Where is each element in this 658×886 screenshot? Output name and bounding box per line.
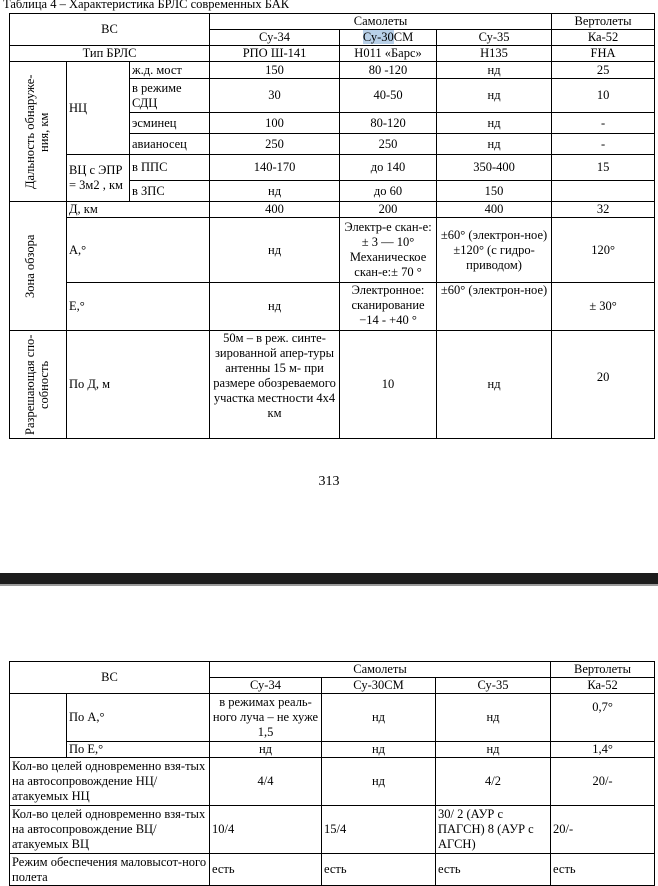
su30sm-header bbox=[340, 30, 437, 46]
cell: 4/4 bbox=[210, 758, 322, 806]
cell: 1,4° bbox=[551, 742, 655, 758]
cell: нд bbox=[210, 218, 340, 283]
cell: 10/4 bbox=[210, 806, 322, 854]
cell: 30 bbox=[210, 79, 340, 113]
cell: 4/2 bbox=[436, 758, 551, 806]
cell: нд bbox=[210, 742, 322, 758]
cell: нд bbox=[322, 742, 436, 758]
cell: 200 bbox=[340, 202, 437, 218]
po-a-label: По А,° bbox=[67, 694, 210, 742]
cell: 400 bbox=[210, 202, 340, 218]
cell: 250 bbox=[210, 134, 340, 155]
cell: 250 bbox=[340, 134, 437, 155]
cell: 50м – в реж. синте-зированной апер-туры антенны 15 м- при размере обозреваемого участка местности 4х4 км bbox=[210, 331, 340, 439]
cell: 120° bbox=[552, 218, 655, 283]
cell: есть bbox=[210, 854, 322, 886]
cell: - bbox=[552, 113, 655, 134]
tip-brls-label: Тип БРЛС bbox=[10, 46, 210, 62]
cell: 30/ 2 (АУР с ПАГСН) 8 (АУР с АГСН) bbox=[436, 806, 551, 854]
cell: до 140 bbox=[340, 155, 437, 181]
samolety-header: Самолеты bbox=[210, 662, 551, 678]
cell: 150 bbox=[210, 62, 340, 79]
cell: нд bbox=[437, 79, 552, 113]
low-alt-label: Режим обеспечения маловысот-ного полета bbox=[10, 854, 210, 886]
cell: 150 bbox=[437, 181, 552, 202]
table-caption: Таблица 4 – Характеристика БРЛС современных БАК bbox=[3, 0, 290, 11]
su35-header: Су-35 bbox=[437, 30, 552, 46]
cell: 10 bbox=[552, 79, 655, 113]
tip-value: Н135 bbox=[437, 46, 552, 62]
tip-value: РПО Ш-141 bbox=[210, 46, 340, 62]
cell: нд bbox=[437, 331, 552, 439]
cell: 80 -120 bbox=[340, 62, 437, 79]
tip-value: Н011 «Барс» bbox=[340, 46, 437, 62]
vertolety-header: Вертолеты bbox=[551, 662, 655, 678]
nc-targets-label: Кол-во целей одновременно взя-тых на автосопровождение НЦ/ атакуемых НЦ bbox=[10, 758, 210, 806]
cell: нд bbox=[210, 181, 340, 202]
d-km-label: Д, км bbox=[67, 202, 210, 218]
vs-header: ВС bbox=[10, 662, 210, 694]
cell: 350-400 bbox=[437, 155, 552, 181]
zona-group bbox=[10, 202, 67, 331]
a-label: А,° bbox=[67, 218, 210, 283]
radar-table-1 bbox=[9, 13, 655, 439]
row-label: ж.д. мост bbox=[130, 62, 210, 79]
cell: 20/- bbox=[551, 758, 655, 806]
cell: ± 30° bbox=[552, 283, 655, 331]
cell: есть bbox=[551, 854, 655, 886]
cell: 32 bbox=[552, 202, 655, 218]
cell: 0,7° bbox=[551, 694, 655, 742]
vc-label: ВЦ с ЭПР = 3м2 , км bbox=[67, 155, 130, 202]
page-separator-shadow bbox=[0, 584, 658, 586]
ka52-header: Ка-52 bbox=[551, 678, 655, 694]
cell: до 60 bbox=[340, 181, 437, 202]
cell: 10 bbox=[340, 331, 437, 439]
su34-header: Су-34 bbox=[210, 678, 322, 694]
razr-label: Разрешающая спо-собность bbox=[23, 334, 51, 435]
radar-table-2 bbox=[9, 661, 655, 886]
cell: нд bbox=[436, 694, 551, 742]
cell: 15 bbox=[552, 155, 655, 181]
row-label: в режиме СДЦ bbox=[130, 79, 210, 113]
cell: нд bbox=[437, 134, 552, 155]
row-label: в ППС bbox=[130, 155, 210, 181]
cell: ±60° (электрон-ное) bbox=[437, 283, 552, 331]
row-label: авианосец bbox=[130, 134, 210, 155]
su30-suffix: СМ bbox=[393, 30, 414, 44]
page-separator bbox=[0, 573, 658, 584]
cell: ±60° (электрон-ное) ±120° (с гидро-приводом) bbox=[437, 218, 552, 283]
cell: - bbox=[552, 134, 655, 155]
cell: 40-50 bbox=[340, 79, 437, 113]
zona-label: Зона обзора bbox=[23, 234, 37, 298]
blank-cell bbox=[10, 694, 67, 758]
po-d-label: По Д, м bbox=[67, 331, 210, 439]
cell: нд bbox=[322, 694, 436, 742]
nc-label: НЦ bbox=[67, 62, 130, 155]
vs-header: ВС bbox=[10, 14, 210, 46]
vertolety-header: Вертолеты bbox=[552, 14, 655, 30]
cell bbox=[552, 181, 655, 202]
cell: 20 bbox=[552, 331, 655, 439]
page-number: 313 bbox=[318, 474, 340, 489]
su34-header: Су-34 bbox=[210, 30, 340, 46]
cell: есть bbox=[436, 854, 551, 886]
cell: есть bbox=[322, 854, 436, 886]
cell: нд bbox=[437, 113, 552, 134]
e-label: Е,° bbox=[67, 283, 210, 331]
cell: в режимах реаль-ного луча – не хуже 1,5 bbox=[210, 694, 322, 742]
cell: нд bbox=[322, 758, 436, 806]
cell: нд bbox=[436, 742, 551, 758]
cell: 140-170 bbox=[210, 155, 340, 181]
cell: 80-120 bbox=[340, 113, 437, 134]
cell: 15/4 bbox=[322, 806, 436, 854]
ka52-header: Ка-52 bbox=[552, 30, 655, 46]
su30-highlight: Су-30 bbox=[362, 30, 394, 44]
dalnost-label: Дальность обнаруже-ния, км bbox=[23, 74, 51, 189]
cell: нд bbox=[210, 283, 340, 331]
cell: нд bbox=[437, 62, 552, 79]
row-label: в ЗПС bbox=[130, 181, 210, 202]
po-e-label: По Е,° bbox=[67, 742, 210, 758]
cell: 400 bbox=[437, 202, 552, 218]
vc-targets-label: Кол-во целей одновременно взя-тых на автосопровождение ВЦ/ атакуемых ВЦ bbox=[10, 806, 210, 854]
tip-value: FHA bbox=[552, 46, 655, 62]
dalnost-group bbox=[10, 62, 67, 202]
samolety-header: Самолеты bbox=[210, 14, 552, 30]
cell: 25 bbox=[552, 62, 655, 79]
cell: Электр-е скан-е:± 3 — 10° Механическое скан-е:± 70 ° bbox=[340, 218, 437, 283]
su35-header: Су-35 bbox=[436, 678, 551, 694]
cell: 100 bbox=[210, 113, 340, 134]
razr-group bbox=[10, 331, 67, 439]
cell: Электронное: сканирование −14 - +40 ° bbox=[340, 283, 437, 331]
cell: 20/- bbox=[551, 806, 655, 854]
su30sm-header: Су-30СМ bbox=[322, 678, 436, 694]
row-label: эсминец bbox=[130, 113, 210, 134]
